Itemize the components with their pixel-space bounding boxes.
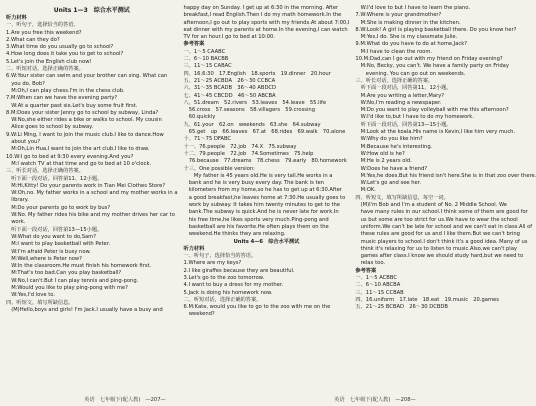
text-line: 9.M:What do you have to do at home,Jack? (355, 41, 468, 48)
text-line: M:OK. (355, 187, 376, 194)
text-line: W:Does he have a friend? (355, 165, 428, 172)
text-line: 10.W:I go to bed at 9:30 every evening.And you? (6, 153, 134, 160)
text-line: evening. You can go out on weekends. (355, 70, 466, 77)
text-line: 听下面一段对话，回答第13—15小题。 (355, 121, 452, 128)
text-line: 一、听句子，选择恰当的答语。 (6, 22, 79, 29)
text-line: W:I'd like to,but I have to do my homework. (355, 114, 474, 121)
text-line: W:I'm afraid Peter is busy now. (6, 248, 91, 255)
text-line: 三、11～15 CCBAB (355, 289, 404, 296)
text-line: M:Hi,Kitty! Do your parents work in Tian Mei Clothes Store? (6, 182, 166, 189)
text-line: games after class.I know we should study hard,but we need to (355, 253, 524, 260)
text-line: 八、51.dream 52.rivers 53.leaves 54.leave 55.life (183, 99, 327, 106)
text-line: music players to school.I don't think it's a good idea. Many of us (355, 238, 528, 245)
text-line: 十三、One possible version: (183, 165, 255, 172)
text-line: 听力材料 (6, 15, 27, 21)
text-line: (M)I'm Bob and I'm a student of No. 2 Middle School. We (355, 202, 508, 209)
text-line: (M)Hello,boys and girls! I'm Jack.I usually have a busy and (6, 306, 163, 313)
text-line: 六、31～35 BCADB 36～40 ABDCD (183, 85, 277, 92)
text-line: kilometers from my home,so he has to get up at 6:30.After (183, 187, 342, 194)
text-line: TV for an hour.I go to bed at 10:00. (183, 34, 275, 41)
text-line: M:Yes,he does.But his friend isn't here.She is in that zoo over there. (355, 172, 536, 179)
text-line: his free time,he likes sports very much.Ping-pong and (183, 216, 329, 223)
text-line: 参考答案 (355, 267, 377, 274)
text-line: 三、听长对话，选择正确的答案。 (6, 168, 84, 175)
text-line: 十一、76.people 72.job 74.X 75.subway (183, 143, 297, 150)
text-line: 8.M:Does your sister Jenny go to school by subway, Linda? (6, 109, 159, 116)
text-line: 一、1～5 CAABC (183, 48, 226, 55)
text-line: these rules are good for us and I like them.But we can't bring (355, 231, 520, 238)
text-line: W:Let's go and see her. (355, 180, 422, 187)
text-line: have many rules in our school.I think some of them are good for (355, 209, 528, 216)
text-line: 一、听句子，选择恰当的答语。 (183, 253, 257, 260)
text-line: work by subway. It takes him twenty minutes to get to the (183, 202, 341, 209)
text-line: 五、21～25 BCBAD 26～30 DCBDB (355, 304, 448, 311)
text-line: W:No,I can't.But I can play tennis and ping-pong. (6, 277, 139, 284)
text-line: 4.I want to buy a dress for my mother. (183, 282, 284, 289)
text-line: uniform.We can't be late for school and we can't eat in class.All of (355, 223, 533, 230)
text-line: M:Well,where is Peter now? (6, 255, 82, 262)
text-line: W:No. My father rides his bike and my mother drives her car to (6, 212, 175, 219)
column-3 (355, 5, 536, 395)
column-1 (6, 5, 178, 395)
text-line: 三、听长对话，选择正确的答案。 (355, 77, 434, 84)
text-line: bank.The subway is quick.And he is never late for work.In (183, 209, 339, 216)
text-line: M:I have to clean the room. (355, 48, 433, 55)
text-line: 五、21～25 ACBDA 26～30 CCBCA (183, 77, 276, 84)
text-line: relax too. (355, 260, 386, 267)
text-line: W:In the classroom.He must finish his homework first. (6, 263, 152, 270)
text-line: weekend.He thinks they are relaxing. (183, 231, 286, 238)
text-line: 二、6～10 BACBB (183, 56, 229, 63)
text-line: Units 4—6 综合水平测试 (233, 238, 300, 245)
text-line: 3.Let's go to the zoo tomorrow. (183, 274, 265, 281)
text-line: 8.W:Look! A girl is playing basketball there. Do you know her? (355, 26, 517, 33)
text-line: 十二、79.people 72.job 74.Sometimes 75.help (183, 150, 314, 157)
text-line: 7.M:When can we have the evening party? (6, 95, 118, 102)
text-line: 4.How long does it take you to get to school? (6, 51, 124, 58)
text-line: M:Oh,Lin Hua,I want to join the art club.I like to draw. (6, 146, 150, 153)
text-line: W:No,I'm reading a newspaper. (355, 99, 442, 106)
text-line: 四、听短文，填写所缺信息。 (6, 299, 74, 306)
section-title: Units 1—3 综合水平测试 (53, 7, 130, 14)
text-line: M:Look at the koala.His name is Kevin,I like him very much. (355, 129, 516, 136)
text-line: M:That's too bad.Can you play basketball? (6, 270, 122, 277)
text-line: 四、16.uniform 17.late 18.eat 19.music 20.games (355, 296, 499, 303)
text-line: W:Yes,I'd love to. (6, 292, 55, 299)
text-line: 听下面一段对话，回答第13—15小题。 (6, 226, 103, 233)
text-line: M:No, Becky, you can't. We have a family party on Friday (355, 63, 509, 70)
text-line: 2.I like giraffes because they are beautiful. (183, 267, 295, 274)
text-line: about you? (6, 139, 41, 146)
text-line: M:I want to play basketball with Peter. (6, 241, 111, 248)
footer-left: 英语 七年级下(配人教) —207— (84, 397, 166, 403)
text-line: M:Do your parents go to work by bus? (6, 204, 111, 211)
text-line: 60.quickly (183, 114, 216, 121)
text-line: M:Oh,I can play chess.I'm in the chess club. (6, 87, 125, 94)
text-line: W:What do you want to do,Sam? (6, 233, 96, 240)
footer-right: 英语 七年级下(配人教) —208— (334, 397, 416, 403)
text-line: M:Are you writing a letter,Mary? (355, 92, 445, 99)
text-line: 76.because 77.dreams 78.chess 79.early 80.homework (183, 158, 347, 165)
text-line: 二、6～10 ABCBA (355, 282, 401, 289)
text-line: 3.What time do you usually go to school? (6, 44, 114, 51)
page-footer (0, 396, 500, 403)
text-line: 一、1～5 ACBBC (355, 274, 397, 281)
text-line: 10.M:Dad,can I go out with my friend on Friday evening? (355, 56, 503, 63)
text-line: afternoon,I go out to play sports with my friends.At about 7:00,I (183, 19, 350, 26)
column-2 (184, 5, 350, 395)
text-line: 七、41～45 CBCDD 46～50 ABCBA (183, 92, 276, 99)
text-line: M:Yes,I do. She is my classmate Julie. (355, 34, 458, 41)
text-line: W:How old is he? (355, 150, 405, 157)
text-line: W:Why do you like him? (355, 136, 423, 143)
text-line: work. (6, 219, 26, 226)
text-line: 听下面一段对话，回答第11、12小题。 (6, 175, 103, 182)
text-line: 二、听短对话，选择正确的答案。 (183, 296, 262, 303)
text-line: breakfast,I read English.Then I do my math homework.In the (183, 12, 342, 19)
text-line: 1.Where are my keys? (183, 260, 242, 267)
text-line: M:Because he's interesting. (355, 143, 433, 150)
text-line: bank and he is very busy every day. The bank is ten (183, 180, 324, 187)
text-line: 9.W:Li Ming, I want to join the music club.I like to dance.How (6, 131, 164, 138)
text-line: W:At a quarter past six.Let's buy some fruit first. (6, 102, 138, 109)
text-line: M:He is 2 years old. (355, 158, 412, 165)
text-line: library. (6, 197, 29, 204)
text-line: 1.Are you free this weekend? (6, 29, 82, 36)
text-line: 四、16.6:30 17.English 18.sports 19.dinner 20.hour (183, 70, 331, 77)
columns (6, 5, 536, 395)
text-line: M:She is making dinner in the kitchen. (355, 19, 461, 26)
text-line: 5.Jack is doing his homework now. (183, 289, 273, 296)
text-line: you do, Bob? (6, 80, 45, 87)
text-line: M:Do you want to play volleyball with me this afternoon? (355, 107, 509, 114)
text-line: My father is 45 years old.He is very tall.He works in a (183, 172, 333, 179)
text-line: 56.cross 57.seasons 58.villagers 59.crossing (183, 107, 316, 114)
text-line: W:I'd love to but I have to learn the piano. (355, 5, 471, 11)
text-line: 6.W:Your sister can swim and your brother can sing. What can (6, 73, 168, 80)
text-line: 参考答案 (183, 41, 205, 48)
text-line: 7.W:Where is your grandmother? (355, 12, 442, 19)
text-line: W:No,she either rides a bike or walks to school. My cousin (6, 117, 162, 124)
text-line: 十、71～75 DFABC (183, 136, 232, 143)
text-line: 5.Let's join the English club now! (6, 58, 92, 65)
text-line: weekend? (183, 311, 215, 318)
text-line: think it's relaxing for us to listen to music.Also,we can't play (355, 245, 517, 252)
text-line: Alice goes to school by subway. (6, 124, 94, 131)
text-line: 6.M:Kate, would you like to go to the zoo with me on the (183, 304, 331, 311)
text-line: a good breakfast,he leaves home at 7:30.He usually goes to (183, 194, 346, 201)
text-line: 三、11～15 CABAC (183, 63, 232, 70)
text-line: basketball are his favorite.He often plays them on the (183, 223, 329, 230)
text-line: 二、听短对话，选择正确的答案。 (6, 66, 84, 73)
text-line: W:Oh,no. My father works in a school and my mother works in a (6, 190, 178, 197)
text-line: 听力材料 (183, 245, 205, 252)
text-line: 四、听短文，填写所缺信息，每空一词。 (355, 194, 449, 201)
text-line: 九、61.your 62.on weekends 63.she 64.subway (183, 121, 321, 128)
text-line: 65.get up 66.leaves 67.at 68.rides 69.walk 70.alone (183, 129, 346, 136)
text-line: 听下面一段对话，回答第11、12小题。 (355, 85, 452, 92)
text-line: 2.What can they do? (6, 36, 60, 43)
text-line: M:Would you like to play ping-pong with me? (6, 284, 128, 291)
text-line: M:I watch TV at that time and go to bed at 10 o'clock. (6, 160, 152, 167)
text-line: eat dinner with my parents at home.In the evening,I can watch (183, 26, 348, 33)
text-line: happy day on Sunday. I get up at 6:30 in the morning. After (183, 5, 339, 11)
text-line: us but some are too strict for us.We have to wear the school (355, 216, 518, 223)
